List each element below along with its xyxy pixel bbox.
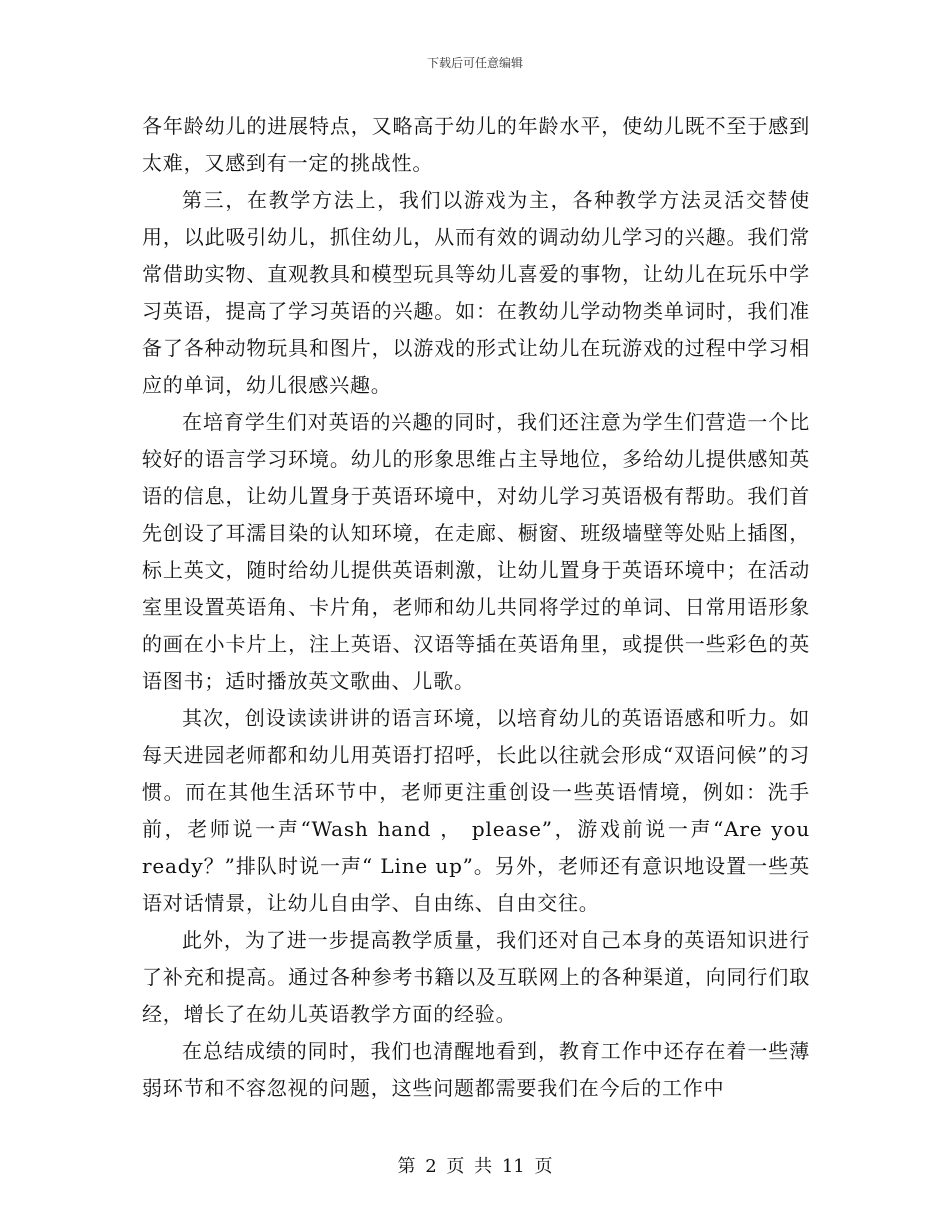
paragraph: 其次，创设读读讲讲的语言环境，以培育幼儿的英语语感和听力。如每天进园老师都和幼儿用英语打招呼，长此以往就会形成“双语问候”的习惯。而在其他生活环节中，老师更注重创设一些英语情境，例如：洗手前，老师说一声“Wash hand ， please”，游戏前说一声“Are you ready？”排队时说一声“ Line up”。另外，老师还有意识地设置一些英语对话情景，让幼儿自由学、自由练、自由交往。 <box>142 706 810 915</box>
paragraph: 此外，为了进一步提高教学质量，我们还对自己本身的英语知识进行了补充和提高。通过各种参考书籍以及互联网上的各种渠道，向同行们取经，增长了在幼儿英语教学方面的经验。 <box>142 928 810 1026</box>
paragraph: 各年龄幼儿的进展特点，又略高于幼儿的年龄水平，使幼儿既不至于感到太难，又感到有一定的挑战性。 <box>142 114 810 175</box>
paragraph: 第三，在教学方法上，我们以游戏为主，各种教学方法灵活交替使用，以此吸引幼儿，抓住幼儿，从而有效的调动幼儿学习的兴趣。我们常常借助实物、直观教具和模型玩具等幼儿喜爱的事物，让幼儿在玩乐中学习英语，提高了学习英语的兴趣。如：在教幼儿学动物类单词时，我们准备了各种动物玩具和图片，以游戏的形式让幼儿在玩游戏的过程中学习相应的单词，幼儿很感兴趣。 <box>142 188 810 397</box>
paragraph: 在培育学生们对英语的兴趣的同时，我们还注意为学生们营造一个比较好的语言学习环境。幼儿的形象思维占主导地位，多给幼儿提供感知英语的信息，让幼儿置身于英语环境中，对幼儿学习英语极有帮助。我们首先创设了耳濡目染的认知环境，在走廊、橱窗、班级墙壁等处贴上插图，标上英文，随时给幼儿提供英语刺激，让幼儿置身于英语环境中；在活动室里设置英语角、卡片角，老师和幼儿共同将学过的单词、日常用语形象的画在小卡片上，注上英语、汉语等插在英语角里，或提供一些彩色的英语图书；适时播放英文歌曲、儿歌。 <box>142 410 810 693</box>
page-header: 下载后可任意编辑 <box>426 56 523 70</box>
document-body <box>142 108 810 1107</box>
paragraph: 在总结成绩的同时，我们也清醒地看到，教育工作中还存在着一些薄弱环节和不容忽视的问题，这些问题都需要我们在今后的工作中 <box>142 1039 810 1100</box>
page-number-footer: 第 2 页 共 11 页 <box>397 1156 553 1177</box>
